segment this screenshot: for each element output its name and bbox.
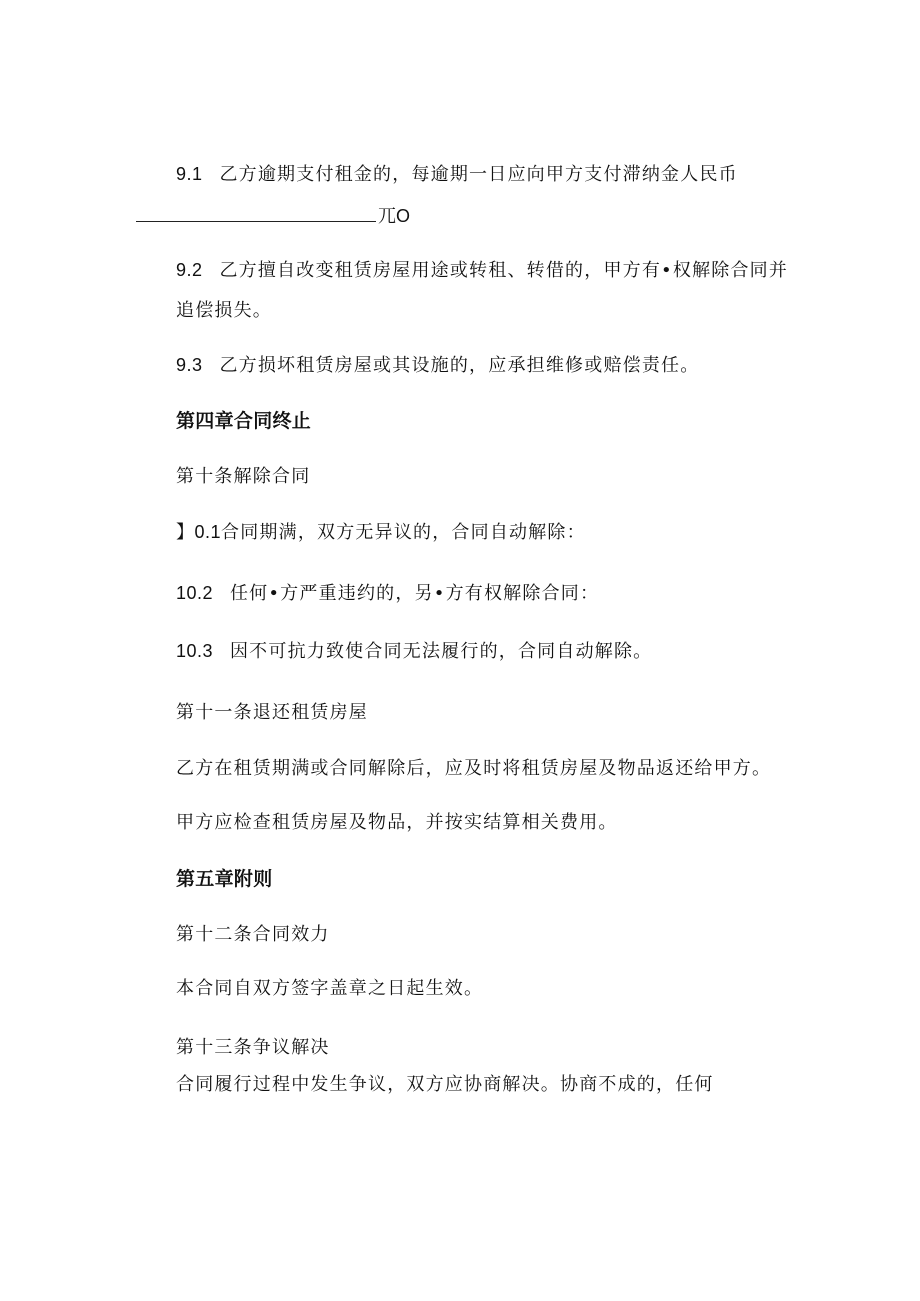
clause-9-2 — [176, 259, 788, 282]
clause-9-2-continuation: 追偿损失。 — [176, 300, 272, 321]
clause-number: 9.3 — [176, 355, 203, 375]
chapter-5-title: 第五章附则 — [176, 868, 273, 890]
clause-number: 9.2 — [176, 260, 203, 280]
chapter-4-title: 第四章合同终止 — [176, 410, 312, 432]
article-13-paragraph: 合同履行过程中发生争议，双方应协商解决。协商不成的，任何 — [176, 1074, 714, 1095]
article-10-title: 第十条解除合同 — [176, 466, 311, 487]
clause-text: 因不可抗力致使合同无法履行的，合同自动解除。 — [229, 641, 653, 662]
clause-10-2 — [176, 582, 599, 605]
clause-text: 乙方擅自改变租赁房屋用途或转租、转借的，甲方有•权解除合同并 — [219, 260, 789, 281]
clause-text: 乙方损坏租赁房屋或其设施的，应承担维修或赔偿责任。 — [219, 355, 700, 376]
article-11-paragraph: 乙方在租赁期满或合同解除后，应及时将租赁房屋及物品返还给甲方。 — [176, 758, 772, 779]
article-12-paragraph: 本合同自双方签字盖章之日起生效。 — [176, 978, 484, 999]
amount-blank-field — [136, 205, 376, 222]
amount-suffix: 兀O — [378, 206, 411, 226]
clause-text: 任何•方严重违约的，另•方有权解除合同： — [229, 583, 600, 604]
clause-number: 9.1 — [176, 164, 203, 184]
clause-text: 合同期满，双方无异议的，合同自动解除： — [221, 522, 586, 543]
article-11-paragraph: 甲方应检查租赁房屋及物品，并按实结算相关费用。 — [176, 812, 618, 833]
clause-10-1 — [176, 521, 586, 544]
clause-number: 10.2 — [176, 583, 214, 603]
clause-text: 乙方逾期支付租金的，每逾期一日应向甲方支付滞纳金人民币 — [219, 164, 738, 185]
clause-number: 10.3 — [176, 641, 214, 661]
clause-number: 】0.1 — [176, 522, 222, 542]
clause-9-3 — [176, 354, 699, 377]
clause-10-3 — [176, 640, 652, 663]
clause-9-1-amount-line — [136, 205, 410, 228]
article-12-title: 第十二条合同效力 — [176, 924, 330, 945]
clause-9-1 — [176, 163, 738, 186]
article-13-title: 第十三条争议解决 — [176, 1037, 330, 1058]
article-11-title: 第十一条退还租赁房屋 — [176, 702, 368, 723]
